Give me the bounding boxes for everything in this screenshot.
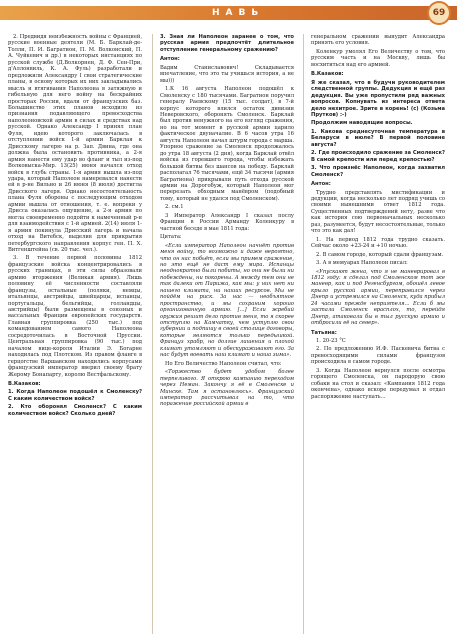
question: Я же сказал, что в будучи руководителем следственной группы. Дедукция и ещё раз дедукция. Вы уже пропустили ряд важных вопросов. Копнувать из интереса ответа дело нехитрое. Зрите в корень! (c) (Козьма Прутков) :-) [311,79,445,118]
question: Продолжим наводящие вопросы. [311,120,413,127]
citation: «Если император Наполеон начнёт против меня войну, то возможно и даже вероятно, что он нас побьёт, если мы примем сражение, но это ещё не даст ему мира. Испанцы неоднократно были побиты, но они не были ни побеждены, ни покорены. А между тем они не так далеки от Парижа, как мы: у них нет ни нашего климата, ни наших ресурсов. Мы не пойдём на риск. За нас — необъятное пространство, и мы сохраним хорошо организованную армию. [...] Если жребий оружия решит дело против меня, то я скорее отступлю на Камчатку, чем уступлю свои губернии и подпишу в своей столице договоры, которые являются только передышкой. Француз храбр, но долгие лишения и плохой климат утомляют и обескураживают его. За нас будут воевать наш климат и наша зима». [160,242,294,359]
speaker-name: В.Казаков: [311,71,344,78]
paragraph: Трудно представлять мистификации и дедукции, когда несколько лет подряд учишь со своими нынешними ответ 1812 года. Существенных подтверждений нету, разве что как история сою первоначальных несколько раз, разумеется, будут несостоятельные, только что это как дал! [311,189,445,235]
column-divider [152,34,153,634]
paragraph: 1. 20-23 °С [316,338,346,345]
column-divider [303,34,304,634]
paragraph: генеральном сражении вынудит Александра принять его условия. [311,34,445,47]
paragraph: 1. На период 1812 года трудно сказать. Сейчас около +23-24 и +10 ночью. [311,236,445,250]
paragraph: Но Его Величество Наполеон считал, что: [165,360,282,367]
speaker-name: В.Казаков: [8,381,41,388]
citation: «Торжество будет удобом более терпеливого. Я открою кампанию переходом через Неман. Закончу я её в Смоленске и Минске. Там я остановлюсь». Французский император рассчитывал на то, что поражение российской армии в [160,369,294,408]
question: 3. Что произнёс Наполеон, когда захватил Смоленск? [311,165,445,178]
paragraph: 1.К 16 августа Наполеон подошёл к Смоленску с 180 тысячами. Багратион поручил генералу Раевскому (15 тыс. солдат), в 7-й корпус которого влился остаток дивизии Неверовского, оборонять Смоленск. Барклай был против ненужного на его взгляд сражения, но на тот момент в русской армии царило фактическое двуначалие. В 6 часов утра 16 августа Наполеон начал штурм города с марша. Упорное сражение за Смоленск продолжалось до утра 18 августа (2 дня), когда Барклай отвёл войска из горевшего города, чтобы избежать большой битвы без шансов на победу. Барклай располагал 76 тысячами, ещё 34 тысячи (армия Багратиона) прикрывали путь отхода русской армии на Дорогобуж, который Наполеон мог перерезать обходным манёвром (подобный тому, который не удался под Смоленском). [160,86,294,202]
question: 2. Где происходило сражение за Смоленск? В самой крепости или перед крепостью? [311,150,445,163]
paragraph: 2. Предвидя неизбежность войны с Францией, русские военные деятели (М. Б. Барклай-де-Толли, П. И. Багратион, П. М. Волконский, П. А. Чуйкевич и др.) в некоторых инстанциях по русской службе (Д.Волкорнен, Д. Ф. Сен-При, д'Аллонвиль, К. А. Фуль) разработали и предложили Александру I свои стратегические планы, в основу которых их них закладывались мысль и втягивания Наполеона в затяжную и гибельную для него войну на бескрайних просторах России, вдали от французских баз. Большинство этих планов исходило из признания подавляющего превосходства наполеоновской армии в силах и средствах над русской. Однако Александр I принял план Фуля, идею которого заключалась в отступлении войск 1-й армии Барклая к Дрисскому лагерю на р. Зап. Двина, где она должна была остановить противника, а 2-я армия нанести ему удар во фланг и тыл из-под Волковыска-Мир. 13(25) июня начался отход войск в глубь страны. 1-я армия вышла из-под удара, который Наполеон намеревался нанести ей в р-не Вильно и 26 июня (8 июля) достигла Дрисского лагеря. Однако несостоятельность плана Фуля обороны с последующим отходом армии вышла от отношения, т. е. вопреки у Дрисса оказалась ощущение, а 2-я армия по могла своевременно подойти к намеченный р-н для взаимодействия с 1-й армией. 2(14) июля 1-я армия покинула Дрисский лагерь и начала отход на Витебск, выделив для прикрытия петербургского направления корпус ген. П. Х. Витгенштейна (св. 20 тыс. чел.). [8,34,142,253]
speaker-name: Антон: [311,181,331,188]
paragraph: 3. Когда Наполеон вернулся после осмотра горящего Смоленска, он пародорую свою собаки на стол и сказал: «Кампания 1812 года окончена», однако вскоре передумал и отдал распоряжение наступать... [311,367,445,400]
paragraph: 2. см.1 [165,204,184,211]
paragraph: 3. А в мемуарах Наполеон писал: [316,260,408,267]
question: 1. Какова среднесуточная температура в Беларуси в июле? В первой половине августа? [311,128,445,148]
speaker-name: Антон: [160,56,180,63]
paragraph: 2. В самом городе, который сдали французам. [316,251,444,258]
question: 3. Зная ли Наполеон заранее о том, что русская армия предпочтёт длительное отступление генеральному сражению? [160,34,294,53]
citation-label: Цитата: [160,234,182,241]
magazine-title: НАВЬ [212,8,265,18]
column-left [8,34,142,634]
paragraph: Вадим Станиславович! Складывается впечатление, что это ты учишься история, а не мы))) [160,64,294,84]
column-right [311,34,445,634]
paragraph: 2. По предложению И.Ф. Паскевича битва с превосходящими силами французов происходила в самом городе. [311,346,445,366]
paragraph: 3. В течение первой половины 1812 французские войска концентрировались в русских границах, в эти силы образовали армию вторжения (Великая армия). Лишь половину её численности составляли французы, остальные (поляки, немцы, итальянцы, австрийцы, швейцарцы, испанцы, португальцы, бельгийцы, голландцы, австрийцы) были размещены в союзных и вассальных Франции европейских государств. Главная группировка (250 тыс.) под командованием самого Наполеона сосредоточилась в Восточной Пруссии. Центральная группировка (90 тыс.) под началом вице-короля Италии Э. Богарне находилась под Плотском. Из правом фланге в герцогстве Варшавском находились корпусами французский император вверил своему брату Жерому Бонапарту, королю Вестфальскому. [8,255,142,378]
citation: «Упускают жена, что я не маневрировал в 1812 году: я сделал под Смоленском тот же маневр, как и под Регенсбургом, обошёл левое крыло русской армии, переправился через Днепр и устремился на Смоленск, куда прибыл 24 часами прежде неприятеля... Если б мы застали Смоленск врасплох, то, перейдя Днепр, атаковали бы в тыл русскую армию и отбросили её на север». [311,268,445,327]
column-middle [160,34,294,634]
page-number: 69 [427,1,451,25]
paragraph: Коленкур умолял Его Величеству о том, что русским часть и на Москву, лишь бы восхититься над его армией. [311,48,445,68]
speaker-name: Татьяна: [311,329,337,336]
paragraph: 3 Император Александр I сказал послу Франции в России Арманду Коленкуру в частной беседе в мае 1811 года: [160,212,294,232]
question: 2. Кто оборонял Смоленск? С каким количеством войск? Сколько дней? [8,404,142,417]
page-header [0,0,457,26]
question: 1. Когда Наполеон подошёл к Смоленску? С каким количеством войск? [8,389,142,402]
